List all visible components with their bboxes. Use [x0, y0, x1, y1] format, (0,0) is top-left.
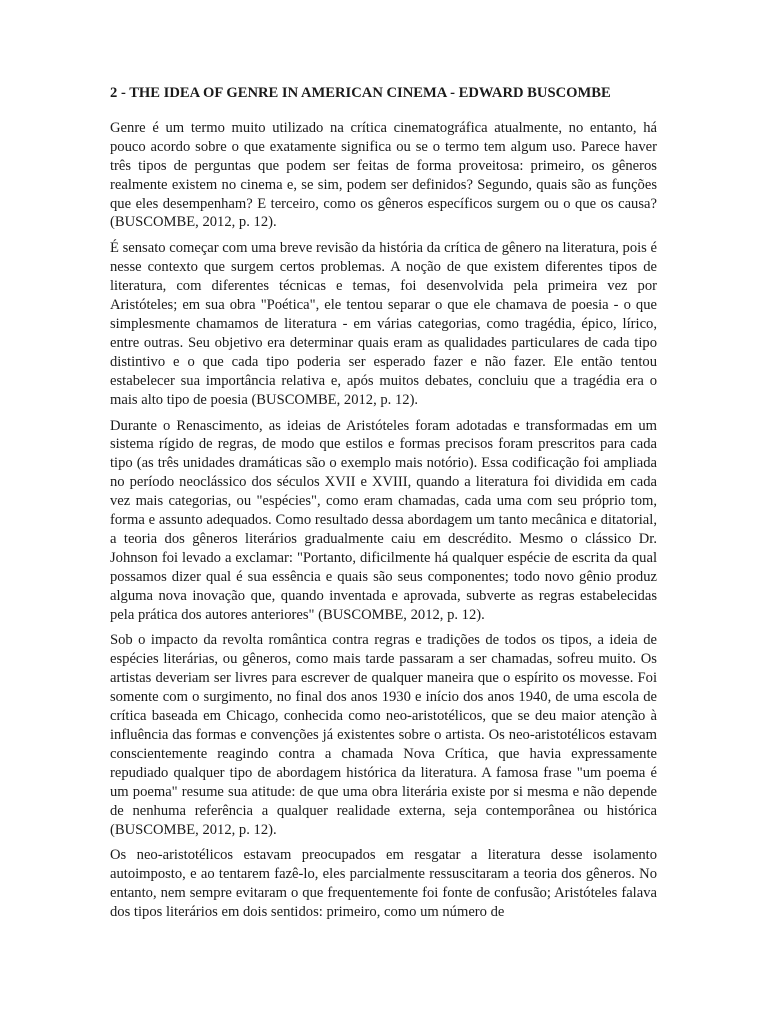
- paragraph-2: É sensato começar com uma breve revisão da história da crítica de gênero na literatura, pois é nesse contexto que surgem certos problemas. A noção de que existem diferentes tipos de literatura, com diferentes técnicas e temas, foi desenvolvida pela primeira vez por Aristóteles; em sua obra "Poética", ele tentou separar o que ele chamava de poesia - o que simplesmente chamamos de literatura - em várias categorias, como tragédia, épico, lírico, entre outras. Seu objetivo era determinar quais eram as qualidades particulares de cada tipo distintivo e o que cada tipo poderia ser esperado fazer e não fazer. Ele então tentou estabelecer sua importância relativa e, após muitos debates, concluiu que a tragédia era o mais alto tipo de poesia (BUSCOMBE, 2012, p. 12).: [110, 240, 657, 408]
- paragraph-4: Sob o impacto da revolta romântica contra regras e tradições de todos os tipos, a ideia de espécies literárias, ou gêneros, como mais tarde passaram a ser chamadas, sofreu muito. Os artistas deveriam ser livres para escrever de qualquer maneira que o espírito os movesse. Foi somente com o surgimento, no final dos anos 1930 e início dos anos 1940, de uma escola de crítica baseada em Chicago, conhecida como neo-aristotélicos, que se deu maior atenção à influência das formas e convenções já existentes sobre o artista. Os neo-aristotélicos estavam conscientemente reagindo contra a chamada Nova Crítica, que havia expressamente repudiado qualquer tipo de abordagem histórica da literatura. A famosa frase "um poema é um poema" resume sua atitude: de que uma obra literária existe por si mesma e não depende de nenhuma referência a qualquer realidade externa, seja contemporânea ou histórica (BUSCOMBE, 2012, p. 12).: [110, 632, 657, 838]
- paragraph-3: Durante o Renascimento, as ideias de Aristóteles foram adotadas e transformadas em um sistema rígido de regras, de modo que estilos e formas precisos foram prescritos para cada tipo (as três unidades dramáticas são o exemplo mais notório). Essa codificação foi ampliada no período neoclássico dos séculos XVII e XVIII, quando a literatura foi dividida em cada vez mais categorias, ou "espécies", como eram chamadas, cada uma com seu próprio tom, forma e assunto adequados. Como resultado dessa abordagem um tanto mecânica e ditatorial, a teoria dos gêneros literários gradualmente caiu em descrédito. Mesmo o clássico Dr. Johnson foi levado a exclamar: "Portanto, dificilmente há qualquer espécie de escrita da qual possamos dizer qual é sua essência e quais são seus componentes; todo novo gênio produz alguma nova inovação que, quando inventada e aprovada, subverte as regras estabelecidas pela prática dos autores anteriores" (BUSCOMBE, 2012, p. 12).: [110, 417, 657, 623]
- document-page: [110, 84, 657, 929]
- document-title: 2 - THE IDEA OF GENRE IN AMERICAN CINEMA - EDWARD BUSCOMBE: [110, 85, 611, 101]
- paragraph-1: Genre é um termo muito utilizado na crítica cinematográfica atualmente, no entanto, há pouco acordo sobre o que exatamente significa ou se o termo tem algum uso. Parece haver três tipos de perguntas que podem ser feitas de forma proveitosa: primeiro, os gêneros realmente existem no cinema e, se sim, podem ser definidos? Segundo, quais são as funções que eles desempenham? E terceiro, como os gêneros específicos surgem ou o que os causa? (BUSCOMBE, 2012, p. 12).: [110, 119, 657, 231]
- paragraph-5: Os neo-aristotélicos estavam preocupados em resgatar a literatura desse isolamento autoimposto, e ao tentarem fazê-lo, eles parcialmente ressuscitaram a teoria dos gêneros. No entanto, nem sempre evitaram o que frequentemente foi fonte de confusão; Aristóteles falava dos tipos literários em dois sentidos: primeiro, como um número de: [110, 847, 657, 921]
